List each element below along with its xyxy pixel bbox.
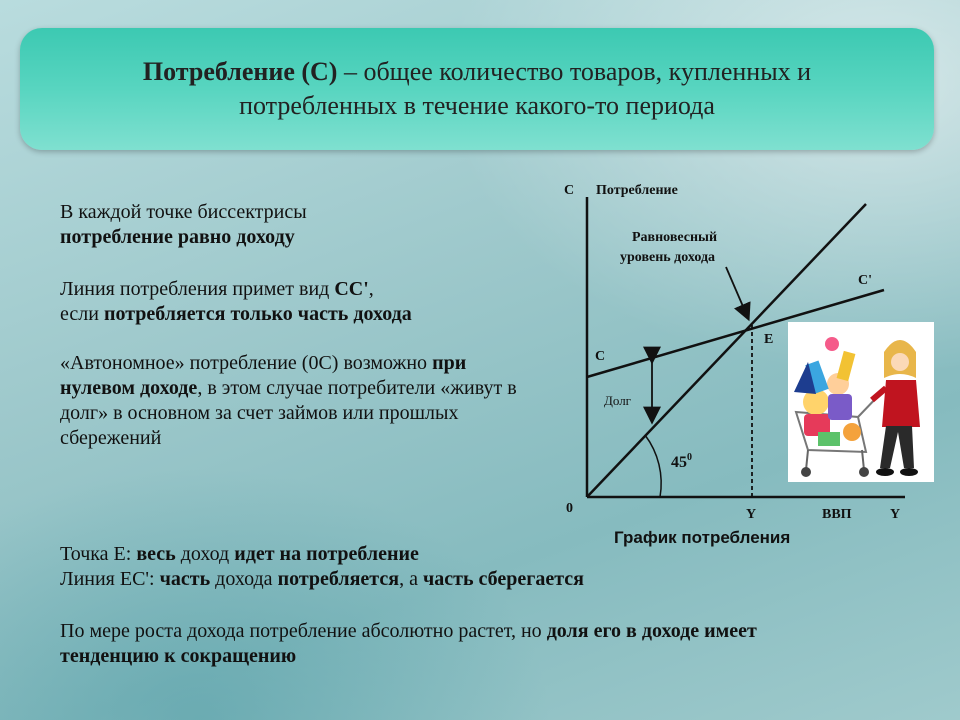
p2-text-1: Линия потребления примет вид [60, 278, 335, 300]
label-e: Е [764, 332, 774, 347]
title-term: Потребление (С) [142, 57, 338, 86]
slide-title [67, 55, 887, 123]
graph-caption: График потребления [614, 528, 791, 547]
p3-text-2: , в этом случае потребители «живут в долг» в основном за счет займов или прошлых сбережений [60, 377, 517, 449]
label-x-axis: Y [890, 507, 901, 522]
annotation-line-1: Равновесный [632, 230, 718, 245]
paragraph-growth [60, 619, 860, 669]
p4-bold-1: весь [136, 543, 176, 565]
p4-bold-3: часть [159, 568, 211, 590]
p2-text-2: , [368, 278, 374, 300]
p4-text-2: доход [175, 543, 235, 565]
label-y-mark: Y [746, 507, 757, 522]
paragraph-autonomous [60, 351, 520, 451]
title-definition: – общее количество товаров, купленных и потребленных в течение какого-то периода [239, 57, 812, 120]
equilibrium-arrow [726, 267, 748, 318]
y-axis-letter: С [564, 183, 575, 198]
y-axis-label: Потребление [596, 183, 678, 198]
p4-bold-4: потребляется [277, 568, 400, 590]
p5-text-1: По мере роста дохода потребление абсолютно растет, но [60, 620, 547, 642]
title-box [20, 28, 934, 150]
p2-bold-1: СС' [334, 278, 369, 300]
shopper-illustration [788, 322, 934, 482]
label-c: С [595, 349, 606, 364]
p3-text-1: «Автономное» потребление (0С) возможно [60, 352, 433, 374]
p4-bold-5: часть сберегается [422, 568, 584, 590]
p1-text: В каждой точке биссектрисы [60, 201, 307, 223]
p2-bold-2: потребляется только часть дохода [103, 303, 412, 325]
annotation-line-2: уровень дохода [620, 250, 716, 265]
label-debt: Долг [604, 393, 632, 408]
p5-bold-1: доля его в доходе имеет тенденцию к сокращению [60, 620, 757, 667]
p2-text-3: если [60, 303, 104, 325]
paragraph-point-e [60, 542, 860, 592]
label-origin: 0 [566, 501, 573, 516]
angle-degree: 0 [687, 452, 692, 463]
angle-value: 45 [671, 454, 687, 471]
p3-bold-1: при нулевом доходе [60, 352, 467, 399]
angle-arc [645, 435, 661, 497]
label-angle [671, 452, 692, 471]
p1-bold: потребление равно доходу [60, 226, 295, 248]
label-gdp: ВВП [822, 507, 852, 522]
p4-text-3: Линия ЕС': [60, 568, 160, 590]
paragraph-cc-line [60, 277, 540, 327]
label-c-prime: С' [858, 273, 872, 288]
p4-text-1: Точка Е: [60, 543, 137, 565]
paragraph-bisector [60, 200, 480, 250]
p4-text-5: , а [399, 568, 423, 590]
p4-bold-2: идет на потребление [234, 543, 419, 565]
p4-text-4: дохода [210, 568, 278, 590]
